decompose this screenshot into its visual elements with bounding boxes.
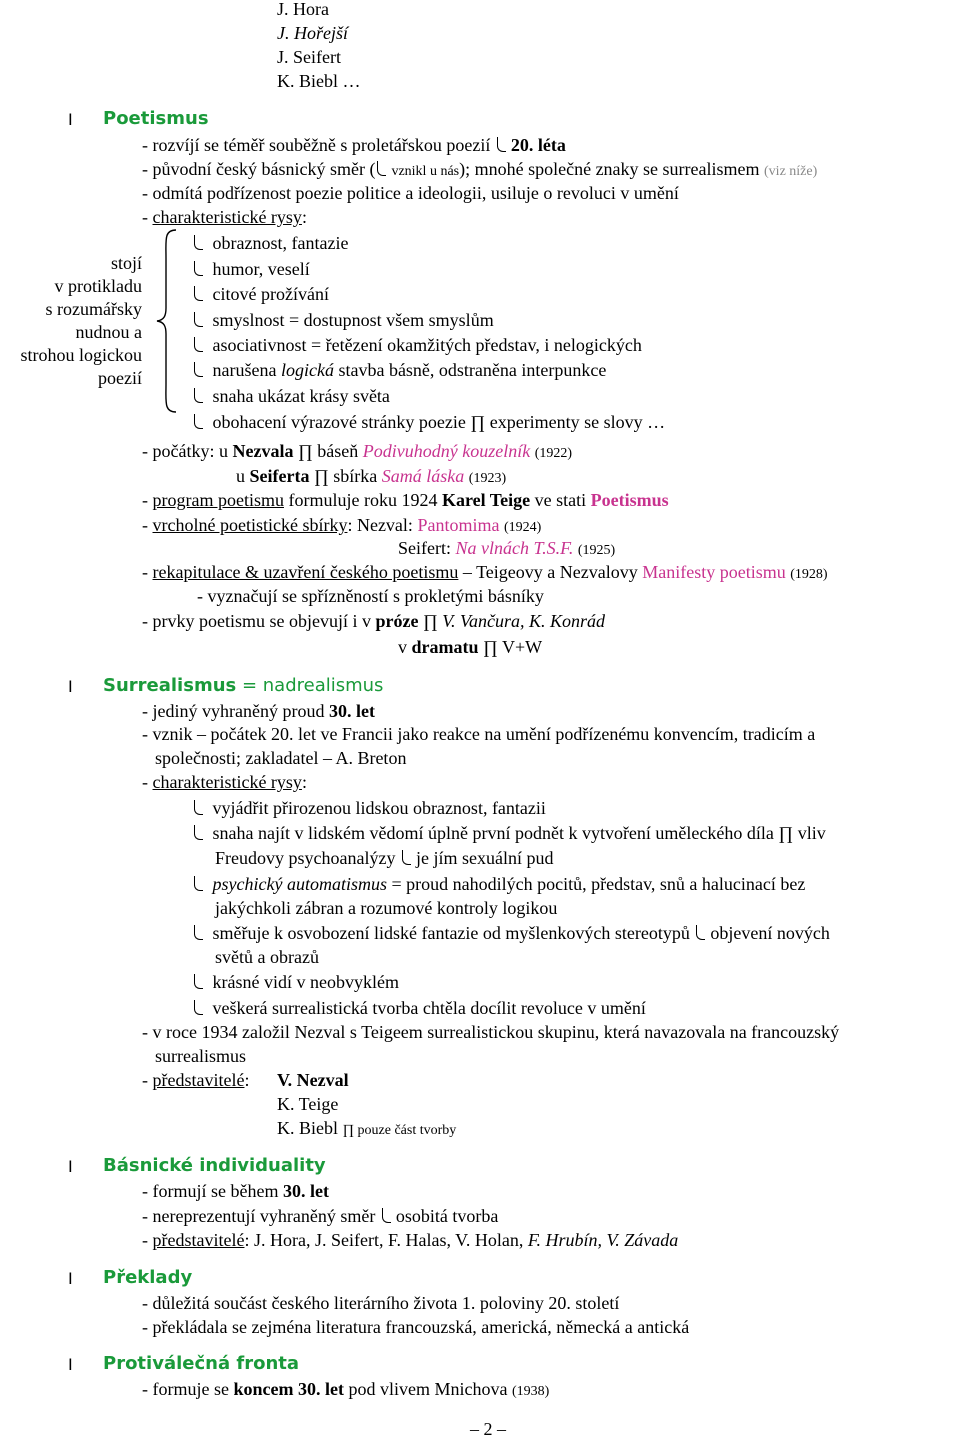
corner-mark-icon	[194, 337, 203, 352]
individuality-line-3: - představitelé: J. Hora, J. Seifert, F. Halas, V. Holan, F. Hrubín, V. Závada	[142, 1230, 679, 1250]
poetismus-trait-5: asociativnost = řetězení okamžitých představ, i nelogických	[192, 334, 642, 356]
poetismus-trait-3: citové prožívání	[192, 283, 329, 305]
poetismus-vrcholne-2: Seifert: Na vlnách T.S.F. (1925)	[398, 538, 616, 558]
poetismus-line-2: - původní český básnický směr ( vznikl u nás); mnohé společné znaky se surrealismem (viz níže)	[142, 159, 818, 179]
corner-mark-icon	[194, 312, 203, 327]
corner-mark-icon	[194, 825, 203, 840]
bullet-icon: I	[68, 1157, 73, 1176]
corner-mark-icon	[194, 261, 203, 276]
top-name-4: K. Biebl …	[277, 71, 361, 91]
poetismus-line-3: - odmítá podřízenost poezie politice a ideologii, usiluje o revoluci v umění	[142, 183, 679, 203]
side-note: stojí v protikladu s rozumářsky nudnou a strohou logickou poezií	[20, 253, 142, 388]
page-number: – 2 –	[470, 1419, 506, 1439]
surrealismus-line-4b: surrealismus	[155, 1046, 246, 1066]
surrealismus-line-4: - v roce 1934 založil Nezval s Teigeem surrealistickou skupinu, která navazovala na francouzský	[142, 1022, 840, 1042]
surrealismus-pred-1: V. Nezval	[277, 1070, 349, 1090]
section-heading-preklady: Překlady	[103, 1267, 193, 1288]
poetismus-rekapitulace-2: - vyznačují se spřízněností s prokletými básníky	[197, 586, 544, 606]
corner-mark-icon	[194, 286, 203, 301]
poetismus-pocatky-1: - počátky: u Nezvala ∏ báseň Podivuhodný kouzelník (1922)	[142, 441, 573, 461]
poetismus-trait-1: obraznost, fantazie	[192, 232, 348, 254]
surrealismus-trait-2b: Freudovy psychoanalýzy je jím sexuální pud	[215, 848, 554, 868]
surrealismus-pred-3: K. Biebl ∏ pouze část tvorby	[277, 1118, 457, 1138]
poetismus-rekapitulace: - rekapitulace & uzavření českého poetismu – Teigeovy a Nezvalovy Manifesty poetismu (1928)	[142, 562, 828, 582]
corner-mark-icon	[377, 161, 386, 176]
surrealismus-trait-1: vyjádřit přirozenou lidskou obraznost, fantazii	[192, 797, 546, 819]
poetismus-prvky-1: - prvky poetismu se objevují i v próze ∏ V. Vančura, K. Konrád	[142, 611, 605, 631]
surrealismus-line-3: - charakteristické rysy:	[142, 772, 307, 792]
top-name-2: J. Hořejší	[277, 23, 348, 43]
poetismus-trait-7: snaha ukázat krásy světa	[192, 385, 390, 407]
surrealismus-trait-2: snaha najít v lidském vědomí úplně první podnět k vytvoření uměleckého díla ∏ vliv	[192, 822, 826, 844]
poetismus-trait-8: obohacení výrazové stránky poezie ∏ experimenty se slovy …	[192, 411, 665, 433]
surrealismus-trait-3: psychický automatismus = proud nahodilých pocitů, představ, snů a halucinací bez	[192, 873, 805, 895]
poetismus-line-1: - rozvíjí se téměř souběžně s proletářskou poezií 20. léta	[142, 135, 566, 155]
surrealismus-trait-4: směřuje k osvobození lidské fantazie od myšlenkových stereotypů objevení nových	[192, 922, 830, 944]
corner-mark-icon	[194, 876, 203, 891]
corner-mark-icon	[382, 1208, 391, 1223]
corner-mark-icon	[194, 1000, 203, 1015]
poetismus-program: - program poetismu formuluje roku 1924 Karel Teige ve stati Poetismus	[142, 490, 669, 510]
surrealismus-trait-5: krásné vidí v neobvyklém	[192, 971, 399, 993]
corner-mark-icon	[497, 137, 506, 152]
poetismus-pocatky-2: u Seiferta ∏ sbírka Samá láska (1923)	[236, 466, 507, 486]
corner-mark-icon	[194, 974, 203, 989]
top-name-3: J. Seifert	[277, 47, 341, 67]
preklady-line-2: - překládala se zejména literatura francouzská, americká, německá a antická	[142, 1317, 690, 1337]
poetismus-trait-2: humor, veselí	[192, 258, 310, 280]
surrealismus-pred-2: K. Teige	[277, 1094, 339, 1114]
curly-brace-icon	[154, 228, 180, 414]
bullet-icon: I	[68, 1269, 73, 1288]
poetismus-prvky-2: v dramatu ∏ V+W	[398, 637, 543, 657]
surrealismus-trait-6: veškerá surrealistická tvorba chtěla docílit revoluce v umění	[192, 997, 646, 1019]
corner-mark-icon	[194, 388, 203, 403]
surrealismus-line-1: - jediný vyhraněný proud 30. let	[142, 701, 375, 721]
surrealismus-trait-4b: světů a obrazů	[215, 947, 319, 967]
section-heading-surrealismus: Surrealismus = nadrealismus	[103, 675, 384, 696]
corner-mark-icon	[194, 800, 203, 815]
corner-mark-icon	[194, 414, 203, 429]
individuality-line-2: - nereprezentují vyhraněný směr osobitá tvorba	[142, 1206, 499, 1226]
fronta-line-1: - formuje se koncem 30. let pod vlivem Mnichova (1938)	[142, 1379, 550, 1399]
bullet-icon: I	[68, 677, 73, 696]
section-heading-fronta: Protiválečná fronta	[103, 1353, 300, 1374]
section-heading-poetismus: Poetismus	[103, 108, 209, 129]
corner-mark-icon	[194, 235, 203, 250]
corner-mark-icon	[402, 850, 411, 865]
corner-mark-icon	[194, 362, 203, 377]
preklady-line-1: - důležitá součást českého literárního života 1. poloviny 20. století	[142, 1293, 620, 1313]
poetismus-trait-6: narušena logická stavba básně, odstraněna interpunkce	[192, 359, 606, 381]
surrealismus-predstavitele: - představitelé:	[142, 1070, 250, 1090]
surrealismus-line-2: - vznik – počátek 20. let ve Francii jako reakce na umění podřízenému konvencím, tradicím a	[142, 724, 816, 744]
poetismus-line-4: - charakteristické rysy:	[142, 207, 307, 227]
bullet-icon: I	[68, 110, 73, 129]
corner-mark-icon	[696, 925, 705, 940]
poetismus-trait-4: smyslnost = dostupnost všem smyslům	[192, 309, 494, 331]
poetismus-vrcholne-1: - vrcholné poetistické sbírky: Nezval: Pantomima (1924)	[142, 515, 542, 535]
corner-mark-icon	[194, 925, 203, 940]
surrealismus-line-2b: společnosti; zakladatel – A. Breton	[155, 748, 407, 768]
top-name-1: J. Hora	[277, 0, 329, 19]
section-heading-individuality: Básnické individuality	[103, 1155, 326, 1176]
bullet-icon: I	[68, 1355, 73, 1374]
individuality-line-1: - formují se během 30. let	[142, 1181, 329, 1201]
surrealismus-trait-3b: jakýchkoli zábran a rozumové kontroly logikou	[215, 898, 558, 918]
